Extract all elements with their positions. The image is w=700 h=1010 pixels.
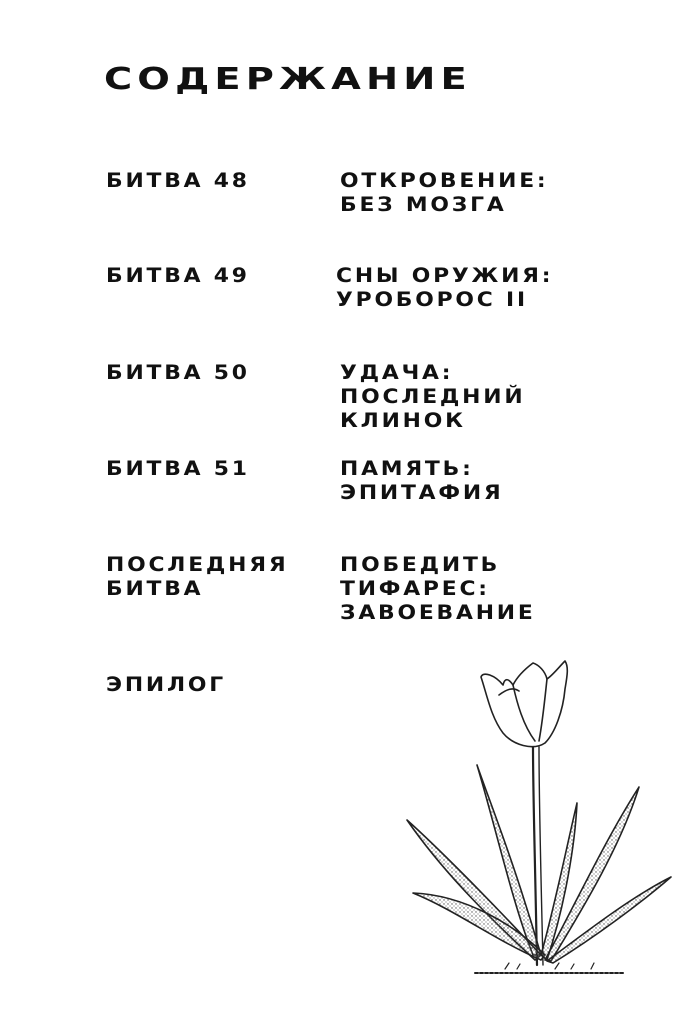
toc-entry-48-title (340, 169, 548, 217)
toc-entry-final-number (106, 553, 289, 601)
toc-entry-final-title (340, 553, 536, 625)
toc-entry-48-number (106, 169, 250, 193)
toc-line: ЭПИТАФИЯ (340, 481, 504, 504)
toc-entry-50-title (340, 361, 525, 433)
toc-entry-49-title (336, 264, 553, 312)
toc-entry-49-number (106, 264, 250, 288)
toc-line: ОТКРОВЕНИЕ: (340, 169, 549, 192)
toc-entry-51-number (106, 457, 250, 481)
toc-line: СНЫ ОРУЖИЯ: (336, 264, 554, 287)
page-title: СОДЕРЖАНИЕ (104, 62, 472, 97)
tulip-illustration-icon (395, 655, 685, 985)
toc-line: БИТВА (106, 577, 204, 600)
toc-line: КЛИНОК (340, 409, 466, 432)
toc-line: ЭПИЛОГ (106, 673, 227, 696)
toc-entry-51-title (340, 457, 504, 505)
toc-line: УРОБОРОС II (336, 288, 528, 311)
toc-line: ПОСЛЕДНЯЯ (106, 553, 289, 576)
toc-line: БИТВА 49 (106, 264, 250, 287)
toc-line: БИТВА 50 (106, 361, 250, 384)
toc-entry-epilogue (106, 673, 226, 697)
toc-line: ПОСЛЕДНИЙ (340, 385, 526, 408)
toc-line: БИТВА 48 (106, 169, 250, 192)
toc-line: УДАЧА: (340, 361, 454, 384)
toc-line: БЕЗ МОЗГА (340, 193, 507, 216)
toc-line: ПАМЯТЬ: (340, 457, 474, 480)
toc-entry-50-number (106, 361, 250, 385)
toc-line: ТИФАРЕС: (340, 577, 490, 600)
toc-line: ПОБЕДИТЬ (340, 553, 501, 576)
toc-line: БИТВА 51 (106, 457, 250, 480)
toc-line: ЗАВОЕВАНИЕ (340, 601, 536, 624)
